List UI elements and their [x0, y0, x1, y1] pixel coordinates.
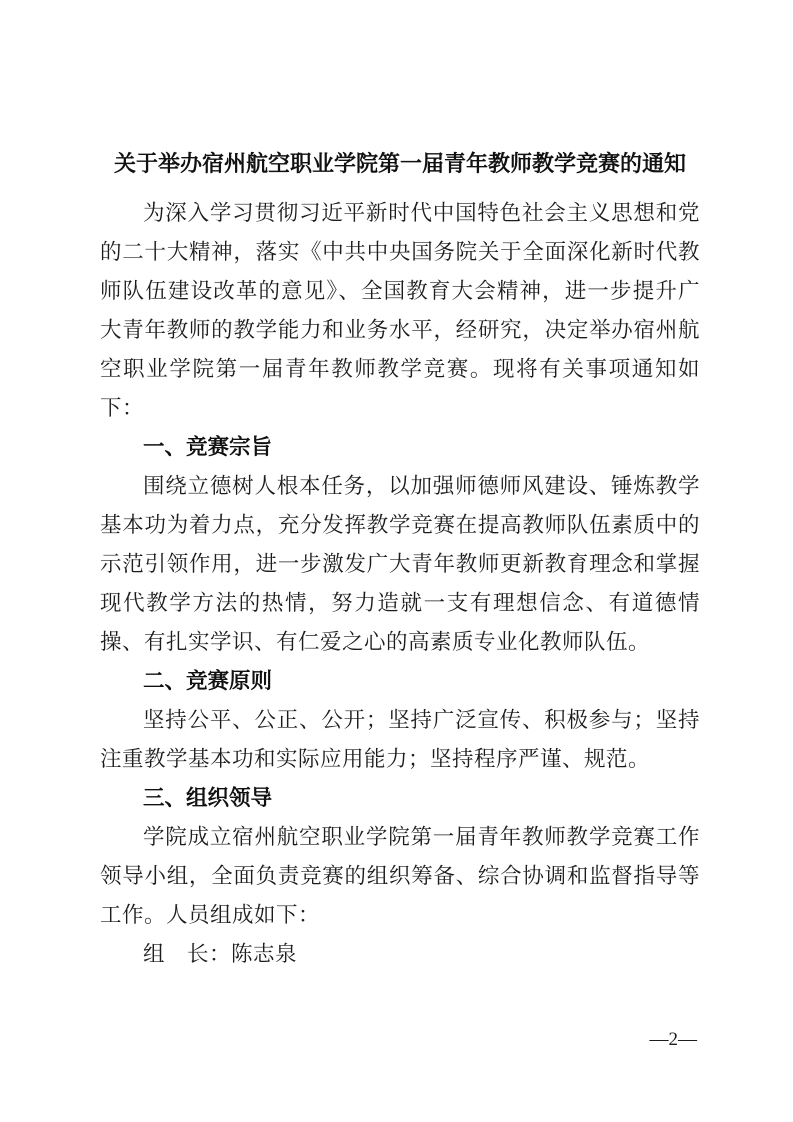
section-heading: 二、竞赛原则 — [143, 669, 273, 693]
section-heading: 三、组织领导 — [143, 786, 273, 810]
page-number: —2— — [649, 1029, 697, 1050]
paragraph: 围绕立德树人根本任务，以加强师德师风建设、锤炼教学基本功为着力点，充分发挥教学竞赛在提高教师队伍素质中的示范引领作用，进一步激发广大青年教师更新教育理念和掌握现代教学方法的热情，努力造就一支有理想信念、有道德情操、有扎实学识、有仁爱之心的高素质专业化教师队伍。 — [100, 474, 700, 654]
section-heading: 一、竞赛宗旨 — [143, 435, 273, 459]
paragraph: 组 长：陈志泉 — [143, 942, 298, 966]
document-content — [100, 144, 700, 974]
document-title: 关于举办宿州航空职业学院第一届青年教师教学竞赛的通知 — [113, 151, 686, 176]
paragraph: 坚持公平、公正、公开；坚持广泛宣传、积极参与；坚持注重教学基本功和实际应用能力；坚持程序严谨、规范。 — [100, 708, 700, 771]
paragraph: 为深入学习贯彻习近平新时代中国特色社会主义思想和党的二十大精神，落实《中共中央国务院关于全面深化新时代教师队伍建设改革的意见》、全国教育大会精神，进一步提升广大青年教师的教学能力和业务水平，经研究，决定举办宿州航空职业学院第一届青年教师教学竞赛。现将有关事项通知如下： — [100, 201, 700, 420]
paragraph: 学院成立宿州航空职业学院第一届青年教师教学竞赛工作领导小组，全面负责竞赛的组织筹备、综合协调和监督指导等工作。人员组成如下： — [100, 825, 700, 927]
document-body — [100, 194, 700, 974]
